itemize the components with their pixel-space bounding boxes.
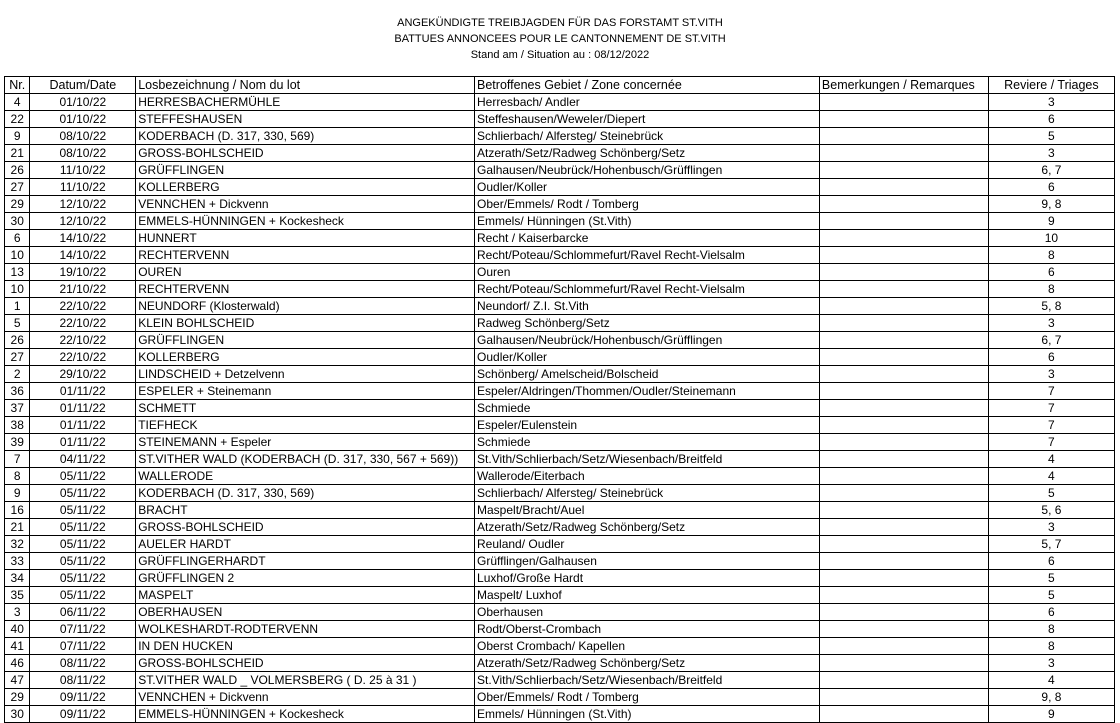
cell-remarks <box>819 570 988 587</box>
cell-zone: Maspelt/Bracht/Auel <box>475 502 820 519</box>
cell-triage: 5, 7 <box>988 536 1114 553</box>
cell-date: 05/11/22 <box>30 468 136 485</box>
cell-triage: 7 <box>988 434 1114 451</box>
cell-lot: GROSS-BOHLSCHEID <box>136 519 475 536</box>
cell-lot: STEFFESHAUSEN <box>136 111 475 128</box>
hunt-table <box>4 76 1115 723</box>
cell-nr: 10 <box>5 281 30 298</box>
cell-lot: GRÜFFLINGERHARDT <box>136 553 475 570</box>
cell-date: 12/10/22 <box>30 213 136 230</box>
cell-remarks <box>819 230 988 247</box>
cell-date: 07/11/22 <box>30 621 136 638</box>
cell-triage: 9, 8 <box>988 196 1114 213</box>
cell-triage: 3 <box>988 366 1114 383</box>
cell-nr: 22 <box>5 111 30 128</box>
cell-zone: Ober/Emmels/ Rodt / Tomberg <box>475 196 820 213</box>
cell-nr: 21 <box>5 145 30 162</box>
cell-zone: Schlierbach/ Alfersteg/ Steinebrück <box>475 128 820 145</box>
cell-nr: 21 <box>5 519 30 536</box>
table-row <box>5 128 1115 145</box>
cell-zone: Ouren <box>475 264 820 281</box>
cell-remarks <box>819 655 988 672</box>
cell-triage: 3 <box>988 315 1114 332</box>
cell-triage: 9, 8 <box>988 689 1114 706</box>
cell-remarks <box>819 383 988 400</box>
cell-triage: 8 <box>988 638 1114 655</box>
cell-triage: 3 <box>988 519 1114 536</box>
cell-triage: 8 <box>988 247 1114 264</box>
cell-lot: ESPELER + Steinemann <box>136 383 475 400</box>
cell-lot: HERRESBACHERMÜHLE <box>136 94 475 111</box>
cell-lot: AUELER HARDT <box>136 536 475 553</box>
cell-lot: KOLLERBERG <box>136 349 475 366</box>
column-header-lot: Losbezeichnung / Nom du lot <box>136 77 475 94</box>
cell-date: 01/11/22 <box>30 400 136 417</box>
cell-lot: RECHTERVENN <box>136 247 475 264</box>
table-row <box>5 332 1115 349</box>
cell-lot: EMMELS-HÜNNINGEN + Kockesheck <box>136 213 475 230</box>
table-row <box>5 94 1115 111</box>
cell-remarks <box>819 621 988 638</box>
status-date: Stand am / Situation au : 08/12/2022 <box>470 49 650 61</box>
cell-date: 19/10/22 <box>30 264 136 281</box>
table-row <box>5 111 1115 128</box>
cell-nr: 40 <box>5 621 30 638</box>
cell-zone: Atzerath/Setz/Radweg Schönberg/Setz <box>475 519 820 536</box>
cell-nr: 29 <box>5 196 30 213</box>
cell-triage: 8 <box>988 281 1114 298</box>
cell-remarks <box>819 638 988 655</box>
cell-lot: VENNCHEN + Dickvenn <box>136 689 475 706</box>
table-row <box>5 587 1115 604</box>
table-row <box>5 264 1115 281</box>
cell-date: 09/11/22 <box>30 689 136 706</box>
cell-nr: 32 <box>5 536 30 553</box>
cell-triage: 5, 8 <box>988 298 1114 315</box>
cell-remarks <box>819 315 988 332</box>
cell-zone: Emmels/ Hünningen (St.Vith) <box>475 213 820 230</box>
cell-lot: GROSS-BOHLSCHEID <box>136 145 475 162</box>
cell-zone: Luxhof/Große Hardt <box>475 570 820 587</box>
table-row <box>5 281 1115 298</box>
cell-triage: 4 <box>988 451 1114 468</box>
cell-date: 08/10/22 <box>30 145 136 162</box>
cell-lot: WALLERODE <box>136 468 475 485</box>
cell-remarks <box>819 213 988 230</box>
cell-nr: 9 <box>5 128 30 145</box>
table-row <box>5 400 1115 417</box>
table-row <box>5 502 1115 519</box>
cell-nr: 1 <box>5 298 30 315</box>
cell-zone: Schönberg/ Amelscheid/Bolscheid <box>475 366 820 383</box>
table-row <box>5 366 1115 383</box>
cell-triage: 5 <box>988 485 1114 502</box>
cell-zone: Oudler/Koller <box>475 349 820 366</box>
table-row <box>5 179 1115 196</box>
cell-lot: BRACHT <box>136 502 475 519</box>
table-row <box>5 417 1115 434</box>
table-row <box>5 451 1115 468</box>
cell-triage: 3 <box>988 94 1114 111</box>
cell-nr: 13 <box>5 264 30 281</box>
cell-lot: KODERBACH (D. 317, 330, 569) <box>136 128 475 145</box>
cell-lot: RECHTERVENN <box>136 281 475 298</box>
cell-remarks <box>819 247 988 264</box>
cell-date: 07/11/22 <box>30 638 136 655</box>
table-row <box>5 315 1115 332</box>
table-row <box>5 553 1115 570</box>
cell-nr: 3 <box>5 604 30 621</box>
cell-date: 08/11/22 <box>30 672 136 689</box>
cell-zone: Maspelt/ Luxhof <box>475 587 820 604</box>
cell-remarks <box>819 689 988 706</box>
cell-remarks <box>819 196 988 213</box>
cell-nr: 10 <box>5 247 30 264</box>
cell-lot: TIEFHECK <box>136 417 475 434</box>
cell-triage: 6, 7 <box>988 332 1114 349</box>
cell-date: 06/11/22 <box>30 604 136 621</box>
cell-nr: 33 <box>5 553 30 570</box>
cell-triage: 3 <box>988 655 1114 672</box>
cell-remarks <box>819 145 988 162</box>
cell-lot: STEINEMANN + Espeler <box>136 434 475 451</box>
cell-remarks <box>819 519 988 536</box>
cell-nr: 2 <box>5 366 30 383</box>
table-row <box>5 519 1115 536</box>
cell-lot: WOLKESHARDT-RODTERVENN <box>136 621 475 638</box>
cell-zone: Schlierbach/ Alfersteg/ Steinebrück <box>475 485 820 502</box>
cell-lot: GRÜFFLINGEN <box>136 162 475 179</box>
column-header-remarks: Bemerkungen / Remarques <box>819 77 988 94</box>
table-row <box>5 383 1115 400</box>
cell-remarks <box>819 706 988 723</box>
cell-nr: 9 <box>5 485 30 502</box>
cell-lot: OUREN <box>136 264 475 281</box>
cell-date: 05/11/22 <box>30 519 136 536</box>
cell-zone: St.Vith/Schlierbach/Setz/Wiesenbach/Breitfeld <box>475 672 820 689</box>
title-german: ANGEKÜNDIGTE TREIBJAGDEN FÜR DAS FORSTAMT ST.VITH <box>397 17 723 29</box>
cell-triage: 6 <box>988 111 1114 128</box>
cell-nr: 39 <box>5 434 30 451</box>
cell-nr: 47 <box>5 672 30 689</box>
cell-triage: 5 <box>988 587 1114 604</box>
cell-date: 08/11/22 <box>30 655 136 672</box>
cell-zone: Rodt/Oberst-Crombach <box>475 621 820 638</box>
cell-triage: 6 <box>988 349 1114 366</box>
cell-remarks <box>819 604 988 621</box>
cell-date: 29/10/22 <box>30 366 136 383</box>
column-header-nr: Nr. <box>5 77 30 94</box>
cell-zone: Schmiede <box>475 434 820 451</box>
table-row <box>5 621 1115 638</box>
cell-zone: Ober/Emmels/ Rodt / Tomberg <box>475 689 820 706</box>
cell-date: 22/10/22 <box>30 298 136 315</box>
cell-date: 04/11/22 <box>30 451 136 468</box>
cell-zone: Steffeshausen/Weweler/Diepert <box>475 111 820 128</box>
table-row <box>5 145 1115 162</box>
cell-zone: Reuland/ Oudler <box>475 536 820 553</box>
cell-zone: Recht/Poteau/Schlommefurt/Ravel Recht-Vielsalm <box>475 247 820 264</box>
table-row <box>5 655 1115 672</box>
cell-date: 05/11/22 <box>30 485 136 502</box>
cell-lot: VENNCHEN + Dickvenn <box>136 196 475 213</box>
cell-zone: St.Vith/Schlierbach/Setz/Wiesenbach/Breitfeld <box>475 451 820 468</box>
table-row <box>5 689 1115 706</box>
cell-date: 01/11/22 <box>30 417 136 434</box>
cell-triage: 6 <box>988 179 1114 196</box>
table-row <box>5 604 1115 621</box>
cell-zone: Emmels/ Hünningen (St.Vith) <box>475 706 820 723</box>
cell-remarks <box>819 162 988 179</box>
cell-remarks <box>819 536 988 553</box>
cell-remarks <box>819 485 988 502</box>
cell-lot: OBERHAUSEN <box>136 604 475 621</box>
cell-date: 22/10/22 <box>30 315 136 332</box>
cell-lot: KOLLERBERG <box>136 179 475 196</box>
cell-date: 05/11/22 <box>30 502 136 519</box>
cell-lot: KLEIN BOHLSCHEID <box>136 315 475 332</box>
cell-remarks <box>819 587 988 604</box>
cell-lot: MASPELT <box>136 587 475 604</box>
cell-remarks <box>819 366 988 383</box>
cell-lot: GRÜFFLINGEN 2 <box>136 570 475 587</box>
cell-zone: Espeler/Aldringen/Thommen/Oudler/Steinemann <box>475 383 820 400</box>
cell-zone: Wallerode/Eiterbach <box>475 468 820 485</box>
cell-triage: 10 <box>988 230 1114 247</box>
cell-remarks <box>819 417 988 434</box>
cell-triage: 7 <box>988 400 1114 417</box>
cell-zone: Recht/Poteau/Schlommefurt/Ravel Recht-Vielsalm <box>475 281 820 298</box>
column-header-zone: Betroffenes Gebiet / Zone concernée <box>475 77 820 94</box>
cell-date: 05/11/22 <box>30 587 136 604</box>
cell-zone: Oudler/Koller <box>475 179 820 196</box>
column-header-date: Datum/Date <box>30 77 136 94</box>
cell-date: 01/10/22 <box>30 111 136 128</box>
cell-remarks <box>819 264 988 281</box>
cell-lot: NEUNDORF (Klosterwald) <box>136 298 475 315</box>
cell-remarks <box>819 298 988 315</box>
cell-remarks <box>819 349 988 366</box>
column-header-triage: Reviere / Triages <box>988 77 1114 94</box>
cell-nr: 37 <box>5 400 30 417</box>
cell-triage: 5, 6 <box>988 502 1114 519</box>
cell-remarks <box>819 400 988 417</box>
cell-remarks <box>819 553 988 570</box>
cell-nr: 38 <box>5 417 30 434</box>
cell-nr: 46 <box>5 655 30 672</box>
cell-nr: 26 <box>5 162 30 179</box>
cell-date: 01/10/22 <box>30 94 136 111</box>
cell-date: 21/10/22 <box>30 281 136 298</box>
cell-triage: 6, 7 <box>988 162 1114 179</box>
cell-lot: ST.VITHER WALD (KODERBACH (D. 317, 330, 567 + 569)) <box>136 451 475 468</box>
cell-triage: 7 <box>988 417 1114 434</box>
cell-lot: GRÜFFLINGEN <box>136 332 475 349</box>
cell-remarks <box>819 281 988 298</box>
cell-remarks <box>819 179 988 196</box>
cell-triage: 7 <box>988 383 1114 400</box>
table-row <box>5 298 1115 315</box>
cell-nr: 30 <box>5 213 30 230</box>
cell-zone: Atzerath/Setz/Radweg Schönberg/Setz <box>475 655 820 672</box>
cell-date: 05/11/22 <box>30 553 136 570</box>
cell-remarks <box>819 434 988 451</box>
cell-nr: 7 <box>5 451 30 468</box>
cell-zone: Atzerath/Setz/Radweg Schönberg/Setz <box>475 145 820 162</box>
cell-triage: 8 <box>988 621 1114 638</box>
cell-nr: 6 <box>5 230 30 247</box>
cell-date: 01/11/22 <box>30 383 136 400</box>
cell-nr: 5 <box>5 315 30 332</box>
cell-lot: KODERBACH (D. 317, 330, 569) <box>136 485 475 502</box>
cell-lot: IN DEN HUCKEN <box>136 638 475 655</box>
table-row <box>5 706 1115 723</box>
cell-date: 11/10/22 <box>30 179 136 196</box>
table-row <box>5 672 1115 689</box>
cell-nr: 36 <box>5 383 30 400</box>
cell-lot: HUNNERT <box>136 230 475 247</box>
table-row <box>5 213 1115 230</box>
cell-zone: Oberst Crombach/ Kapellen <box>475 638 820 655</box>
cell-date: 05/11/22 <box>30 570 136 587</box>
cell-lot: EMMELS-HÜNNINGEN + Kockesheck <box>136 706 475 723</box>
cell-nr: 26 <box>5 332 30 349</box>
cell-triage: 5 <box>988 570 1114 587</box>
cell-remarks <box>819 672 988 689</box>
table-header-row <box>5 77 1115 94</box>
table-row <box>5 536 1115 553</box>
cell-triage: 5 <box>988 128 1114 145</box>
cell-triage: 6 <box>988 553 1114 570</box>
cell-remarks <box>819 502 988 519</box>
cell-date: 09/11/22 <box>30 706 136 723</box>
cell-zone: Espeler/Eulenstein <box>475 417 820 434</box>
cell-lot: ST.VITHER WALD _ VOLMERSBERG ( D. 25 à 31 ) <box>136 672 475 689</box>
cell-nr: 41 <box>5 638 30 655</box>
cell-triage: 9 <box>988 213 1114 230</box>
cell-nr: 35 <box>5 587 30 604</box>
table-row <box>5 162 1115 179</box>
table-row <box>5 468 1115 485</box>
cell-nr: 16 <box>5 502 30 519</box>
cell-date: 05/11/22 <box>30 536 136 553</box>
cell-triage: 6 <box>988 264 1114 281</box>
cell-zone: Recht / Kaiserbarcke <box>475 230 820 247</box>
cell-date: 22/10/22 <box>30 349 136 366</box>
cell-nr: 29 <box>5 689 30 706</box>
cell-remarks <box>819 128 988 145</box>
table-row <box>5 570 1115 587</box>
table-row <box>5 230 1115 247</box>
table-row <box>5 196 1115 213</box>
cell-date: 01/11/22 <box>30 434 136 451</box>
cell-date: 14/10/22 <box>30 247 136 264</box>
cell-zone: Schmiede <box>475 400 820 417</box>
cell-triage: 3 <box>988 145 1114 162</box>
cell-remarks <box>819 451 988 468</box>
table-row <box>5 247 1115 264</box>
cell-zone: Oberhausen <box>475 604 820 621</box>
cell-zone: Grüfflingen/Galhausen <box>475 553 820 570</box>
table-row <box>5 434 1115 451</box>
document-header <box>0 15 1120 63</box>
cell-zone: Galhausen/Neubrück/Hohenbusch/Grüfflingen <box>475 332 820 349</box>
cell-nr: 30 <box>5 706 30 723</box>
cell-date: 22/10/22 <box>30 332 136 349</box>
cell-date: 08/10/22 <box>30 128 136 145</box>
cell-date: 11/10/22 <box>30 162 136 179</box>
title-french: BATTUES ANNONCEES POUR LE CANTONNEMENT DE ST.VITH <box>394 33 726 45</box>
cell-nr: 34 <box>5 570 30 587</box>
cell-remarks <box>819 332 988 349</box>
cell-zone: Galhausen/Neubrück/Hohenbusch/Grüfflingen <box>475 162 820 179</box>
cell-nr: 27 <box>5 349 30 366</box>
cell-triage: 4 <box>988 672 1114 689</box>
table-row <box>5 349 1115 366</box>
cell-remarks <box>819 468 988 485</box>
table-row <box>5 485 1115 502</box>
table-row <box>5 638 1115 655</box>
cell-date: 12/10/22 <box>30 196 136 213</box>
cell-lot: LINDSCHEID + Detzelvenn <box>136 366 475 383</box>
cell-nr: 8 <box>5 468 30 485</box>
cell-zone: Herresbach/ Andler <box>475 94 820 111</box>
cell-zone: Radweg Schönberg/Setz <box>475 315 820 332</box>
cell-nr: 4 <box>5 94 30 111</box>
cell-nr: 27 <box>5 179 30 196</box>
cell-lot: SCHMETT <box>136 400 475 417</box>
cell-triage: 6 <box>988 604 1114 621</box>
cell-lot: GROSS-BOHLSCHEID <box>136 655 475 672</box>
cell-remarks <box>819 94 988 111</box>
cell-zone: Neundorf/ Z.I. St.Vith <box>475 298 820 315</box>
cell-date: 14/10/22 <box>30 230 136 247</box>
cell-triage: 9 <box>988 706 1114 723</box>
cell-triage: 4 <box>988 468 1114 485</box>
cell-remarks <box>819 111 988 128</box>
